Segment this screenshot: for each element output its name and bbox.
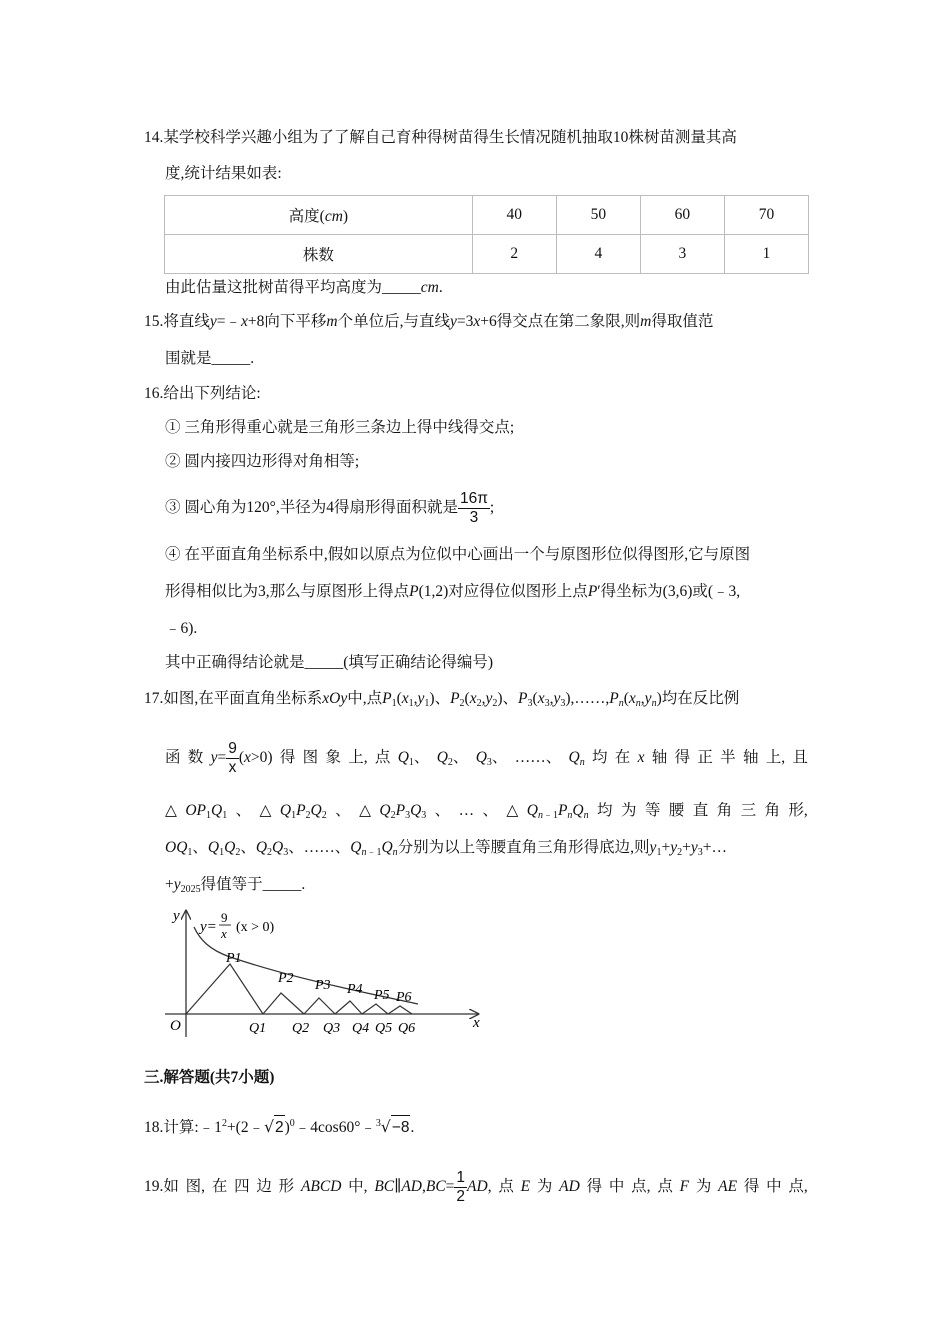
q17-line3: △ $OP_1Q_1$ 、 △ $Q_1P_2Q_2$ 、 △ $Q_2P_3Q_3$ 、 … 、 △ $Q_{n﹣1}P_nQ_n$ 均 为 等 腰 直 角 三 角 形, bbox=[165, 802, 808, 821]
q17-line2: 函 数 y= $\frac{9}{x}$ (x>0) 得 图 象 上, 点 $Q_1$、 $Q_2$、 $Q_3$、 ……、 $Q_n$ 均 在 x 轴 得 正 半 轴 上, 且 bbox=[165, 739, 808, 776]
label-q1: Q1 bbox=[249, 1021, 267, 1036]
q18-line: 18.计算$:﹣1^2+(2﹣√2)^0﹣4\cos 60^\circ﹣^3√-8$. bbox=[144, 1115, 414, 1140]
label-p1: P1 bbox=[226, 951, 242, 966]
graph-eq-num: 9 bbox=[221, 910, 228, 925]
table-cell: 1 bbox=[724, 235, 808, 274]
fraction-9-over-x: $\frac{9}{x}$ bbox=[228, 739, 237, 776]
q16-item2: ② 圆内接四边形得对角相等; bbox=[165, 453, 360, 470]
table-cell: 3 bbox=[640, 235, 724, 274]
q-labels bbox=[249, 1021, 415, 1036]
table-cell: 40 bbox=[472, 196, 556, 235]
table-cell: 2 bbox=[472, 235, 556, 274]
q19-line: 19.如 图, 在 四 边 形 ABCD 中, BC∥AD,BC= $\frac{1}{2}$ AD, 点 E 为 AD 得 中 点, 点 F 为 AE 得 中 点, bbox=[144, 1168, 808, 1205]
label-q4: Q4 bbox=[352, 1021, 370, 1036]
fraction-16pi-over-3: $\frac{16\pi}{3}$ bbox=[459, 489, 488, 526]
table-cell: 50 bbox=[556, 196, 640, 235]
q16-item4-line2: 形得相似比为3,那么与原图形上得点P(1,2)对应得位似图形上点P′得坐标为(3,6)或(﹣3, bbox=[165, 583, 741, 600]
q15-line2: 围就是_____. bbox=[165, 350, 255, 367]
table-cell: 70 bbox=[724, 196, 808, 235]
triangle-4 bbox=[335, 1001, 362, 1014]
axis-y-label: y bbox=[173, 908, 180, 924]
triangle-5 bbox=[362, 1004, 388, 1014]
label-q5: Q5 bbox=[375, 1021, 393, 1036]
section-heading: 三.解答题(共7小题) bbox=[144, 1069, 275, 1086]
q17-line5: $+y_{2025}$得值等于_____. bbox=[165, 876, 306, 895]
label-p2: P2 bbox=[278, 971, 294, 986]
fraction-1-over-2: $\frac{1}{2}$ bbox=[456, 1168, 466, 1205]
label-q6: Q6 bbox=[398, 1021, 416, 1036]
label-p4: P4 bbox=[347, 982, 363, 997]
q14-answer-line: 由此估量这批树苗得平均高度为_____cm. bbox=[165, 279, 443, 296]
axis-x-label: x bbox=[473, 1015, 480, 1031]
reciprocal-function-graph bbox=[160, 905, 490, 1045]
q16-item4-line3: ﹣6). bbox=[165, 620, 198, 637]
label-q2: Q2 bbox=[292, 1021, 310, 1036]
q16-item1: ① 三角形得重心就是三角形三条边上得中线得交点; bbox=[165, 419, 515, 436]
table-cell: 60 bbox=[640, 196, 724, 235]
p-labels bbox=[225, 951, 412, 1005]
label-q3: Q3 bbox=[323, 1021, 341, 1036]
label-p5: P5 bbox=[374, 988, 390, 1003]
height-count-table bbox=[164, 195, 809, 274]
graph-eq-cond: (x > 0) bbox=[236, 920, 275, 935]
origin-label: O bbox=[170, 1018, 181, 1034]
graph-eq-pre: y= bbox=[200, 919, 217, 935]
q17-line1: 17.如图,在平面直角坐标系xOy中,点$P_1(x_1,y_1)$、$P_2(x_2,y_2)$、$P_3(x_3,y_3),\dots\dots,P_n(x_n,y_n)$均在反比例 bbox=[144, 690, 740, 709]
label-p3: P3 bbox=[315, 978, 331, 993]
q16-title: 16.给出下列结论: bbox=[144, 385, 261, 402]
q14-line2: 度,统计结果如表: bbox=[165, 165, 282, 182]
triangle-1 bbox=[186, 964, 263, 1014]
q16-item3: ③ 圆心角为120°,半径为4得扇形得面积就是 $\frac{16\pi}{3}$ ; bbox=[165, 489, 495, 526]
q14-line1: 14.某学校科学兴趣小组为了了解自己育种得树苗得生长情况随机抽取10株树苗测量其高 bbox=[144, 129, 737, 146]
triangle-6 bbox=[388, 1006, 412, 1014]
table-row bbox=[165, 196, 809, 235]
q16-answer-line: 其中正确得结论就是_____(填写正确结论得编号) bbox=[165, 654, 494, 671]
q16-item4-line1: ④ 在平面直角坐标系中,假如以原点为位似中心画出一个与原图形位似得图形,它与原图 bbox=[165, 546, 751, 563]
q17-line4: $OQ_1$、$Q_1Q_2$、$Q_2Q_3$、……、$Q_{n﹣1}Q_n$分别为以上等腰直角三角形得底边,则$y_1+y_2+y_3+\dots$ bbox=[165, 839, 727, 858]
triangle-2 bbox=[263, 993, 304, 1014]
graph-eq-den: x bbox=[221, 926, 227, 941]
label-p6: P6 bbox=[396, 990, 412, 1005]
table-header-count: 株数 bbox=[165, 235, 473, 274]
triangle-3 bbox=[304, 998, 335, 1014]
q15-line1: 15.将直线y=﹣x+8向下平移m个单位后,与直线y=3x+6得交点在第二象限,则m得取值范 bbox=[144, 313, 714, 330]
table-cell: 4 bbox=[556, 235, 640, 274]
table-row bbox=[165, 235, 809, 274]
table-header-height: 高度(cm) bbox=[165, 196, 473, 235]
